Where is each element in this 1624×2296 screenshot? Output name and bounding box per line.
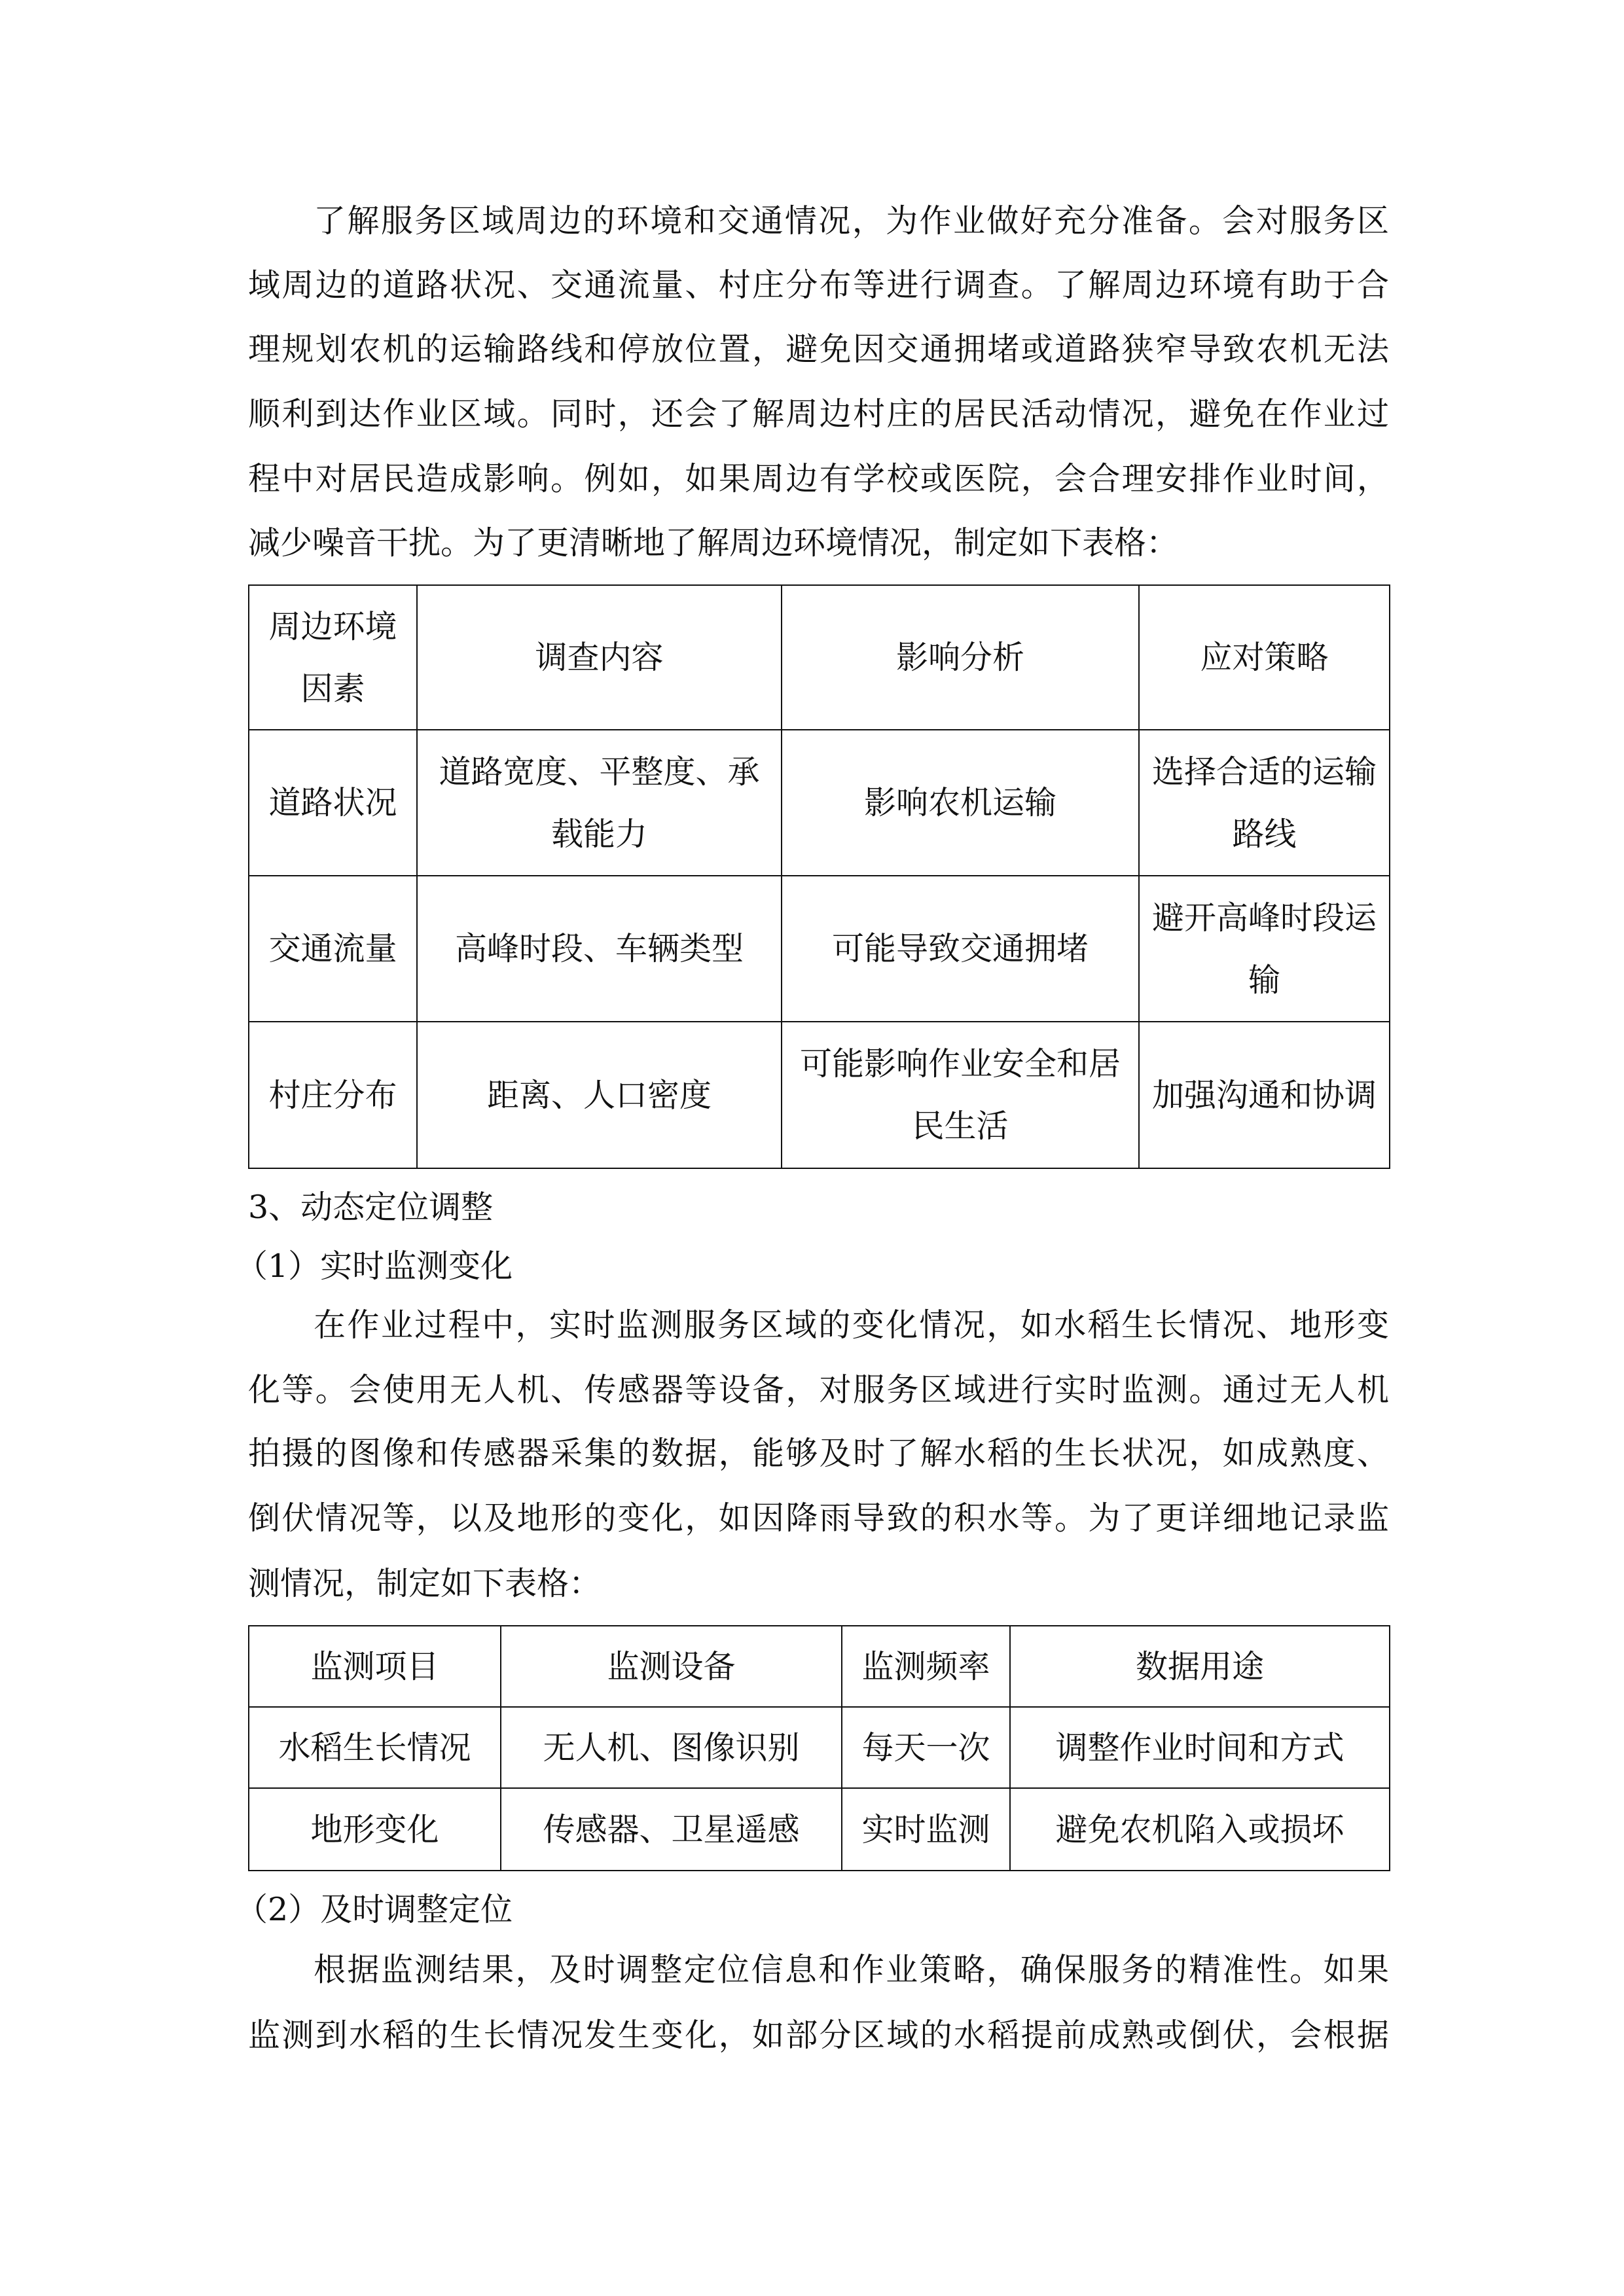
text-line: 拍摄的图像和传感器采集的数据，能够及时了解水稻的生长状况，如成熟度、 [248,1435,1389,1472]
table-cell: 高峰时段、车辆类型 [417,876,782,1022]
table-row [249,1707,1390,1788]
monitoring-table [248,1625,1390,1871]
text-line: 了解服务区域周边的环境和交通情况，为作业做好充分准备。会对服务区 [314,202,1389,240]
table-cell: 交通流量 [249,876,417,1022]
surroundings-table [248,584,1390,1169]
table-row [249,730,1390,876]
table-header-row [249,1626,1390,1707]
table-cell: 选择合适的运输路线 [1139,730,1390,876]
header-cell: 应对策略 [1139,585,1390,730]
header-cell: 监测设备 [501,1626,842,1707]
text-line: 程中对居民造成影响。例如，如果周边有学校或医院，会合理安排作业时间， [248,460,1389,497]
table-header-row [249,585,1390,730]
header-cell: 数据用途 [1010,1626,1390,1707]
text-line: 理规划农机的运输路线和停放位置，避免因交通拥堵或道路狭窄导致农机无法 [248,331,1389,368]
text-line: 减少噪音干扰。为了更清晰地了解周边环境情况，制定如下表格： [248,524,1179,562]
text-line: 域周边的道路状况、交通流量、村庄分布等进行调查。了解周边环境有助于合 [248,266,1389,304]
text-line: 顺利到达作业区域。同时，还会了解周边村庄的居民活动情况，避免在作业过 [248,395,1389,433]
table-cell: 道路状况 [249,730,417,876]
text-line: 测情况，制定如下表格： [248,1565,602,1602]
text-line: 化等。会使用无人机、传感器等设备，对服务区域进行实时监测。通过无人机 [248,1371,1389,1408]
table-cell: 距离、人口密度 [417,1022,782,1168]
text-line: 在作业过程中，实时监测服务区域的变化情况，如水稻生长情况、地形变 [314,1306,1389,1344]
table-cell: 影响农机运输 [782,730,1139,876]
table-cell: 避开高峰时段运输 [1139,876,1390,1022]
header-cell: 影响分析 [782,585,1139,730]
table-row [249,876,1390,1022]
table-cell: 可能影响作业安全和居民生活 [782,1022,1139,1168]
section-heading: 3、动态定位调整 [248,1189,494,1226]
table-cell: 每天一次 [842,1707,1010,1788]
text-line: 倒伏情况等，以及地形的变化，如因降雨导致的积水等。为了更详细地记录监 [248,1499,1389,1537]
table-cell: 地形变化 [249,1788,501,1871]
table-cell: 传感器、卫星遥感 [501,1788,842,1871]
header-cell: 周边环境因素 [249,585,417,730]
text-line: 根据监测结果，及时调整定位信息和作业策略，确保服务的精准性。如果 [314,1951,1389,1988]
table-cell: 避免农机陷入或损坏 [1010,1788,1390,1871]
table-cell: 村庄分布 [249,1022,417,1168]
table-cell: 无人机、图像识别 [501,1707,842,1788]
header-cell: 调查内容 [417,585,782,730]
header-cell: 监测项目 [249,1626,501,1707]
table-row [249,1022,1390,1168]
header-cell: 监测频率 [842,1626,1010,1707]
table-cell: 实时监测 [842,1788,1010,1871]
table-row [249,1788,1390,1871]
table-cell: 水稻生长情况 [249,1707,501,1788]
subsection-heading: （2）及时调整定位 [236,1891,513,1928]
table-cell: 加强沟通和协调 [1139,1022,1390,1168]
subsection-heading: （1）实时监测变化 [236,1247,513,1285]
table-cell: 可能导致交通拥堵 [782,876,1139,1022]
text-line: 监测到水稻的生长情况发生变化，如部分区域的水稻提前成熟或倒伏，会根据 [248,2017,1389,2054]
table-cell: 道路宽度、平整度、承载能力 [417,730,782,876]
table-cell: 调整作业时间和方式 [1010,1707,1390,1788]
